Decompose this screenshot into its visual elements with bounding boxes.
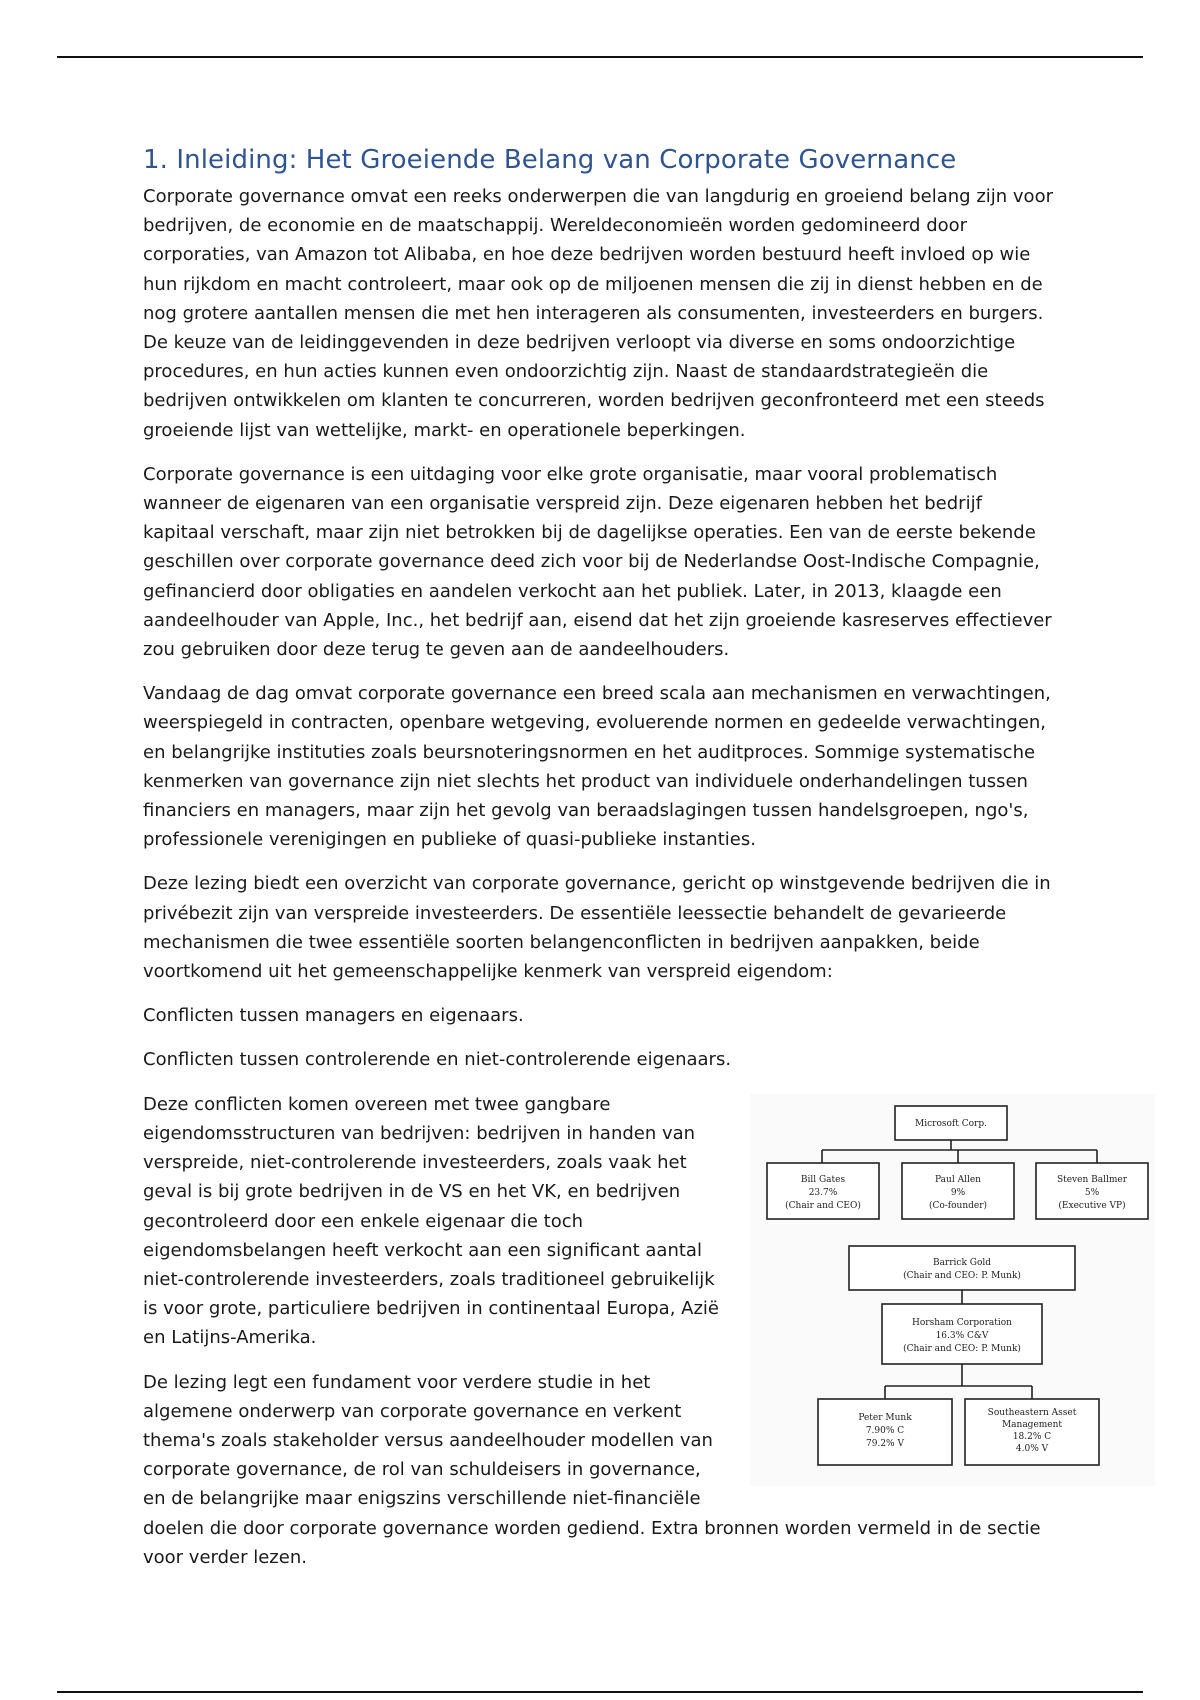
text-with-figure [143, 1090, 1128, 1572]
ballmer-line-1: Steven Ballmer [1056, 1174, 1128, 1185]
southeastern-line-2: Management [1001, 1419, 1063, 1430]
munk-line-1: Peter Munk [858, 1412, 912, 1423]
southeastern-line-1: Southeastern Asset [987, 1407, 1077, 1418]
bill-gates-line-3: (Chair and CEO) [785, 1200, 861, 1211]
horsham-line-1: Horsham Corporation [912, 1317, 1012, 1328]
barrick-line-1: Barrick Gold [932, 1257, 992, 1268]
southeastern-line-3: 18.2% C [1012, 1431, 1052, 1442]
horsham-line-2: 16.3% C&V [935, 1330, 989, 1341]
paul-allen-line-1: Paul Allen [935, 1174, 981, 1185]
paragraph-1: Corporate governance omvat een reeks onderwerpen die van langdurig en groeiend belang zijn voor bedrijven, de economie en de maatschappij. Wereldeconomieën worden gedomineerd door corporaties, van Amazon tot Alibaba, en hoe deze bedrijven worden bestuurd heeft invloed op wie hun rijkdom en macht controleert, maar ook op de miljoenen mensen die zij in dienst hebben en de nog grotere aantallen mensen die met hen interageren als consumenten, investeerders en burgers. De keuze van de leidinggevenden in deze bedrijven verloopt via diverse en soms ondoorzichtige procedures, en hun acties kunnen even ondoorzichtig zijn. Naast de standaardstrategieën die bedrijven ontwikkelen om klanten te concurreren, worden bedrijven geconfronteerd met een steeds groeiende lijst van wettelijke, markt- en operationele beperkingen. [143, 186, 1053, 441]
list-item-conflict-2: Conflicten tussen controlerende en niet-controlerende eigenaars. [143, 1049, 732, 1071]
footer-rule [57, 1691, 1143, 1693]
document-body [143, 140, 1128, 1587]
paragraph-4: Deze lezing biedt een overzicht van corporate governance, gericht op winstgevende bedrijven die in privébezit zijn van verspreide investeerders. De essentiële leessectie behandelt de gevarieerde mechanismen die twee essentiële soorten belangenconflicten in bedrijven aanpakken, beide voortkomend uit het gemeenschappelijke kenmerk van verspreid eigendom: [143, 873, 1051, 983]
southeastern-line-4: 4.0% V [1015, 1443, 1049, 1454]
paul-allen-line-3: (Co-founder) [928, 1200, 988, 1211]
munk-line-2: 7.90% C [865, 1425, 905, 1436]
paragraph-6: De lezing legt een fundament voor verdere studie in het algemene onderwerp van corporate governance en verkent thema's zoals stakeholder versus aandeelhouder modellen van corporate governance, de rol van schuldeisers in governance, en de belangrijke maar enigszins verschillende niet-financiële doelen die door corporate governance worden gediend. Extra bronnen worden vermeld in de sectie voor verder lezen. [143, 1371, 1041, 1568]
node-barrick-gold [849, 1246, 1075, 1290]
ballmer-line-2: 5% [1084, 1187, 1100, 1198]
munk-line-3: 79.2% V [866, 1438, 904, 1449]
node-microsoft-label: Microsoft Corp. [915, 1118, 987, 1129]
list-item-conflict-1: Conflicten tussen managers en eigenaars. [143, 1005, 524, 1027]
ownership-diagram [750, 1094, 1155, 1486]
section-heading: 1. Inleiding: Het Groeiende Belang van Corporate Governance [143, 145, 957, 175]
bill-gates-line-2: 23.7% [808, 1187, 838, 1198]
paragraph-3: Vandaag de dag omvat corporate governance een breed scala aan mechanismen en verwachtingen, weerspiegeld in contracten, openbare wetgeving, evoluerende normen en gedeelde verwachtingen, en belangrijke instituties zoals beursnoteringsnormen en het auditproces. Sommige systematische kenmerken van governance zijn niet slechts het product van individuele onderhandelingen tussen financiers en managers, maar zijn het gevolg van beraadslagingen tussen handelsgroepen, ngo's, professionele verenigingen en publieke of quasi-publieke instanties. [143, 683, 1051, 851]
ownership-structure-figure [750, 1094, 1155, 1486]
barrick-line-2: (Chair and CEO: P. Munk) [903, 1270, 1021, 1281]
paragraph-2: Corporate governance is een uitdaging voor elke grote organisatie, maar vooral problematisch wanneer de eigenaren van een organisatie verspreid zijn. Deze eigenaren hebben het bedrijf kapitaal verschaft, maar zijn niet betrokken bij de dagelijkse operaties. Een van de eerste bekende geschillen over corporate governance deed zich voor bij de Nederlandse Oost-Indische Compagnie, gefinancierd door obligaties en aandelen verkocht aan het publiek. Later, in 2013, klaagde een aandeelhouder van Apple, Inc., het bedrijf aan, eisend dat het zijn groeiende kasreserves effectiever zou gebruiken door deze terug te geven aan de aandeelhouders. [143, 463, 1052, 661]
horsham-line-3: (Chair and CEO: P. Munk) [903, 1343, 1021, 1354]
paul-allen-line-2: 9% [950, 1187, 966, 1198]
paragraph-5: Deze conflicten komen overeen met twee gangbare eigendomsstructuren van bedrijven: bedrijven in handen van verspreide, niet-controlerende investeerders, zoals vaak het geval is bij grote bedrijven in de VS en het VK, en bedrijven gecontroleerd door een enkele eigenaar die toch eigendomsbelangen heeft verkocht aan een significant aantal niet-controlerende investeerders, zoals traditioneel gebruikelijk is voor grote, particuliere bedrijven in continentaal Europa, Azië en Latijns-Amerika. [143, 1093, 719, 1349]
bill-gates-line-1: Bill Gates [800, 1174, 846, 1185]
header-rule [57, 56, 1143, 58]
ballmer-line-3: (Executive VP) [1058, 1200, 1126, 1211]
